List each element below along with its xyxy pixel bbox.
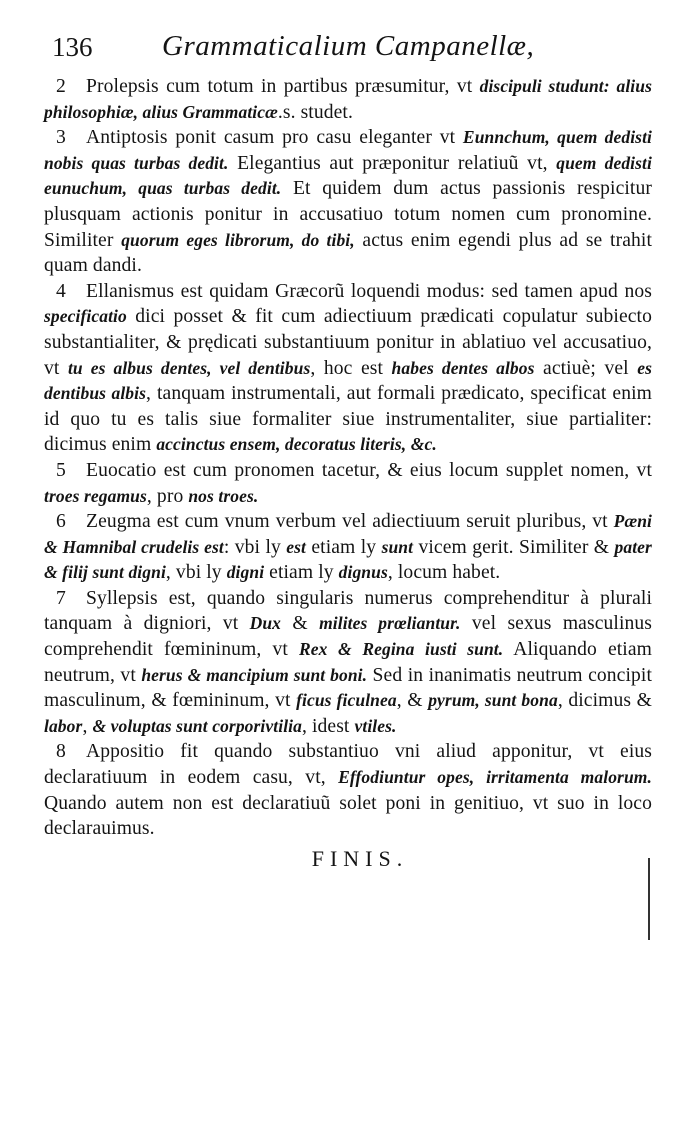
example-italic: pater & filij sunt digni (44, 536, 652, 583)
example-italic: digni (226, 562, 265, 583)
example-italic: sunt (381, 536, 414, 557)
paragraph-4 (44, 279, 652, 458)
text-run: , vbi ly (165, 562, 227, 584)
text-run: Prolepsis cum totum in partibus præsumitur, vt (86, 76, 480, 97)
text-run: dici posset & fit cum adiectiuum prædicati copulatur subiecto substantialiter, & prędicati substantiuum ponitur in ablatiuo vel accusatiuo, vt (44, 306, 652, 379)
example-italic: nos troes. (188, 485, 259, 506)
example-italic: tu es albus dentes, vel dentibus (67, 357, 311, 378)
text-run: , dicimus & (557, 690, 652, 712)
example-italic: herus & mancipium sunt boni. (141, 664, 368, 685)
paragraph-3 (44, 125, 652, 279)
paragraph-number: 8 (56, 741, 66, 763)
paragraph-number: 7 (56, 587, 66, 609)
example-italic: quorum eges librorum, do tibi, (121, 229, 355, 250)
paragraph-5 (44, 458, 652, 509)
text-run: : vbi ly (223, 536, 287, 558)
example-italic: milites prœliantur. (319, 613, 461, 634)
example-italic: es dentibus albis (44, 357, 652, 404)
text-run: & (281, 613, 320, 635)
body-text (44, 74, 652, 842)
paragraph-7 (44, 586, 652, 740)
example-italic: Pæni & Hamnibal crudelis est (44, 511, 652, 557)
text-run: , locum habet. (387, 562, 501, 584)
example-italic: Effodiuntur opes, irritamenta malorum. (338, 767, 652, 788)
example-italic: dignus (338, 562, 388, 583)
text-run: Sed in inanimatis neutrum concipit masculinum, & fœmininum, vt (44, 664, 652, 712)
text-run: Appositio fit quando substantiuo vni aliud apponitur, vt eius declaratiuum in eodem casu, vt, (44, 741, 652, 789)
paragraph-6 (44, 509, 652, 586)
text-run: Ellanismus est quidam Græcorũ loquendi modus: sed tamen apud nos (86, 280, 652, 302)
text-run: Et quidem dum actus passionis respicitur plusquam actionis ponitur in accusatiuo totum nomen cum pronomine. Similiter (44, 178, 652, 251)
text-run: vicem gerit. Similiter & (413, 536, 615, 558)
example-italic: troes regamus (44, 485, 147, 506)
example-italic: est (286, 536, 307, 557)
example-italic: discipuli studunt: alius philosophiæ, alius Grammaticæ (44, 76, 652, 122)
running-title: Grammaticalium Campanellæ, (162, 30, 535, 62)
text-run: Syllepsis est, quando singularis numerus comprehenditur à plurali tanquam à digniori, vt (44, 587, 652, 635)
example-italic: Rex & Regina iusti sunt. (298, 639, 504, 660)
margin-rule (648, 858, 650, 940)
text-run: Zeugma est cum vnum verbum vel adiectiuum seruit pluribus, vt (86, 511, 614, 533)
example-italic: vtiles. (354, 715, 397, 736)
text-run: , idest (301, 715, 355, 737)
paragraph-8 (44, 739, 652, 841)
page-header (44, 30, 652, 74)
text-run: actiuè; vel (534, 357, 638, 379)
example-italic: Dux (249, 613, 282, 634)
finis-mark: FINIS. (311, 845, 409, 871)
text-run: Aliquando etiam neutrum, vt (44, 639, 652, 686)
example-italic: specificatio (44, 306, 127, 327)
example-italic: quem dedisti eunuchum, quas turbas dedit. (44, 152, 652, 199)
paragraph-2 (44, 74, 652, 125)
text-run: Elegantius aut præponitur relatiuũ vt, (228, 152, 557, 174)
text-run: Euocatio est cum pronomen tacetur, & eius locum supplet nomen, vt (86, 459, 652, 481)
text-run: , & (396, 690, 429, 712)
example-italic: habes dentes albos (391, 357, 535, 378)
text-run: etiam ly (306, 536, 382, 558)
example-italic: Eunnchum, quem dedisti nobis quas turbas dedit. (44, 127, 652, 173)
example-italic: pyrum, sunt bona (428, 690, 558, 711)
text-run: vel sexus masculinus comprehendit fœmininum, vt (44, 613, 653, 661)
example-italic: accinctus ensem, decoratus literis, &c. (156, 434, 437, 455)
text-run: actus enim egendi plus ad se trahit quam dandi. (44, 229, 652, 277)
paragraph-number: 4 (56, 280, 66, 302)
paragraph-number: 5 (56, 459, 66, 481)
text-run: , pro (146, 485, 189, 507)
example-italic: ficus ficulnea (296, 690, 397, 711)
text-run: , tanquam instrumentali, aut formali prædicato, specificat enim id quo tu es talis siue formaliter siue instrumentaliter, siue partialiter: dicimus enim (44, 383, 653, 456)
example-italic: labor (44, 715, 83, 736)
paragraph-number: 6 (56, 511, 66, 533)
text-run: , (82, 715, 93, 737)
text-run: .s. studet. (277, 101, 353, 123)
book-page (44, 30, 652, 872)
text-run: , hoc est (310, 357, 392, 379)
example-italic: & voluptas sunt corporivtilia (92, 715, 302, 736)
page-number: 136 (52, 32, 93, 62)
paragraph-number: 2 (56, 76, 66, 97)
text-run: etiam ly (264, 562, 339, 584)
paragraph-number: 3 (56, 127, 66, 149)
text-run: Quando autem non est declaratiuũ solet poni in genitiuo, vt suo in loco declarauimus. (44, 792, 652, 840)
text-run: Antiptosis ponit casum pro casu eleganter vt (86, 127, 463, 149)
